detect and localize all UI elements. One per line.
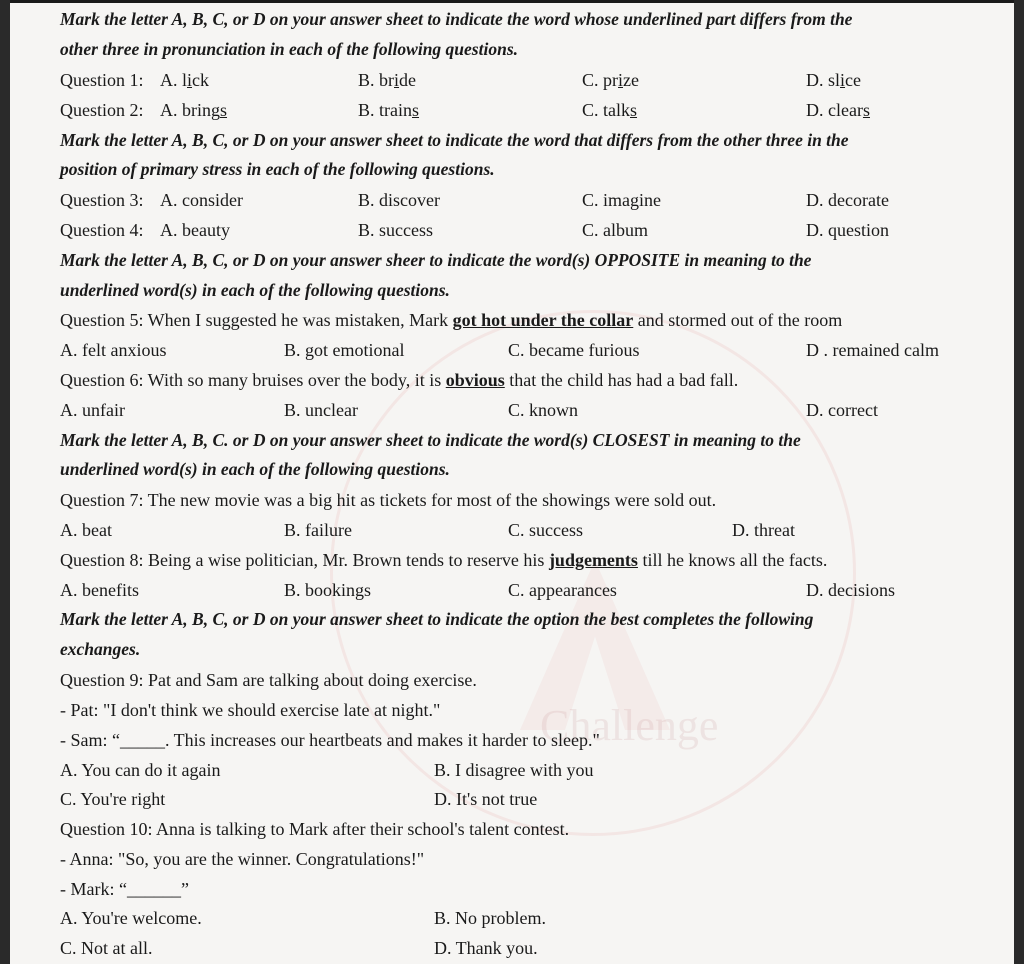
q1-option-d: D. slice xyxy=(806,70,862,90)
q3-option-a: A. consider xyxy=(160,190,243,210)
instruction-2-line-2: position of primary stress in each of the following questions. xyxy=(60,159,495,179)
q1-option-b: B. bride xyxy=(358,70,417,90)
top-border xyxy=(0,0,1024,3)
q5-option-b: B. got emotional xyxy=(284,340,405,360)
q1-option-c: C. prize xyxy=(582,70,639,90)
q2-option-d: D. clears xyxy=(806,100,870,120)
instruction-1-line-2: other three in pronunciation in each of the following questions. xyxy=(60,39,518,59)
question-10-text: Question 10: Anna is talking to Mark after their school's talent contest. xyxy=(60,819,570,839)
question-4-label: Question 4: xyxy=(60,220,144,240)
q8-option-b: B. bookings xyxy=(284,580,372,600)
question-6-text: Question 6: With so many bruises over the body, it is obvious that the child has had a bad fall. xyxy=(60,370,739,390)
right-border xyxy=(1014,0,1024,964)
question-7-text: Question 7: The new movie was a big hit as tickets for most of the showings were sold out. xyxy=(60,490,717,510)
q3-option-b: B. discover xyxy=(358,190,440,210)
instruction-5-line-1: Mark the letter A, B, C, or D on your answer sheet to indicate the option the best completes the following xyxy=(60,609,814,629)
q6-option-a: A. unfair xyxy=(60,400,125,420)
q6-option-d: D. correct xyxy=(806,400,878,420)
q5-option-a: A. felt anxious xyxy=(60,340,167,360)
instruction-3-line-2: underlined word(s) in each of the following questions. xyxy=(60,280,450,300)
q6-option-c: C. known xyxy=(508,400,579,420)
q3-option-d: D. decorate xyxy=(806,190,889,210)
q6-option-b: B. unclear xyxy=(284,400,358,420)
q9-pat-line: - Pat: "I don't think we should exercise late at night." xyxy=(60,700,441,720)
watermark-text: Challenge xyxy=(540,701,719,750)
question-3-label: Question 3: xyxy=(60,190,144,210)
question-8-text: Question 8: Being a wise politician, Mr. Brown tends to reserve his judgements till he knows all the facts. xyxy=(60,550,828,570)
q5-option-c: C. became furious xyxy=(508,340,640,360)
q4-option-a: A. beauty xyxy=(160,220,230,240)
instruction-2-line-1: Mark the letter A, B, C, or D on your answer sheet to indicate the word that differs from the other three in the xyxy=(60,130,849,150)
q5-option-d: D . remained calm xyxy=(806,340,939,360)
instruction-1-line-1: Mark the letter A, B, C, or D on your answer sheet to indicate the word whose underlined part differs from the xyxy=(60,9,853,29)
left-border xyxy=(0,0,10,964)
q10-option-c: C. Not at all. xyxy=(60,938,153,958)
question-1-label: Question 1: xyxy=(60,70,144,90)
q4-option-c: C. album xyxy=(582,220,648,240)
q9-sam-line: - Sam: “_____. This increases our heartbeats and makes it harder to sleep." xyxy=(60,730,600,750)
q9-option-c: C. You're right xyxy=(60,789,166,809)
q8-option-c: C. appearances xyxy=(508,580,617,600)
q10-option-d: D. Thank you. xyxy=(434,938,538,958)
q9-option-d: D. It's not true xyxy=(434,789,538,809)
q8-option-a: A. benefits xyxy=(60,580,139,600)
q7-option-d: D. threat xyxy=(732,520,795,540)
q9-option-b: B. I disagree with you xyxy=(434,760,594,780)
q4-option-d: D. question xyxy=(806,220,889,240)
q8-option-d: D. decisions xyxy=(806,580,895,600)
question-5-text: Question 5: When I suggested he was mistaken, Mark got hot under the collar and stormed out of the room xyxy=(60,310,843,330)
q7-option-a: A. beat xyxy=(60,520,112,540)
q10-option-a: A. You're welcome. xyxy=(60,908,202,928)
q10-anna-line: - Anna: "So, you are the winner. Congratulations!" xyxy=(60,849,425,869)
q4-option-b: B. success xyxy=(358,220,433,240)
q2-option-c: C. talks xyxy=(582,100,638,120)
instruction-5-line-2: exchanges. xyxy=(60,639,141,659)
q2-option-b: B. trains xyxy=(358,100,420,120)
q7-option-c: C. success xyxy=(508,520,583,540)
q2-option-a: A. brings xyxy=(160,100,228,120)
question-9-text: Question 9: Pat and Sam are talking about doing exercise. xyxy=(60,670,477,690)
instruction-3-line-1: Mark the letter A, B, C, or D on your answer sheer to indicate the word(s) OPPOSITE in meaning to the xyxy=(60,250,812,270)
instruction-4-line-2: underlined word(s) in each of the following questions. xyxy=(60,459,450,479)
q10-mark-line: - Mark: “______” xyxy=(60,879,189,899)
q9-option-a: A. You can do it again xyxy=(60,760,221,780)
question-2-label: Question 2: xyxy=(60,100,144,120)
q7-option-b: B. failure xyxy=(284,520,352,540)
instruction-4-line-1: Mark the letter A, B, C. or D on your answer sheet to indicate the word(s) CLOSEST in meaning to the xyxy=(60,430,801,450)
q1-option-a: A. lick xyxy=(160,70,210,90)
q3-option-c: C. imagine xyxy=(582,190,661,210)
q10-option-b: B. No problem. xyxy=(434,908,546,928)
